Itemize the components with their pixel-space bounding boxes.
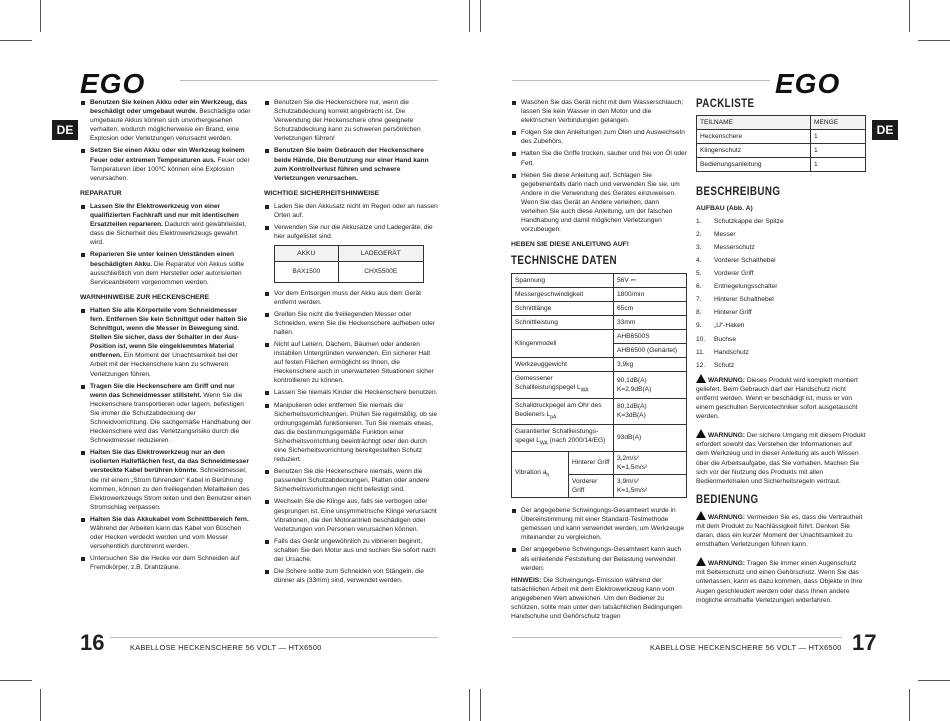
table-cell: [614, 474, 687, 497]
table-cell: [614, 287, 687, 301]
label-subscript: WA: [539, 440, 548, 447]
bullet-list: [264, 202, 440, 241]
page-number-right: 17: [852, 630, 877, 655]
section-heading-tech-data: TECHNISCHE DATEN: [511, 255, 618, 268]
list-item: [264, 310, 440, 337]
bullet-text: Verwenden Sie nur die Akkusätze und Ladegeräte, die hier aufgelistet sind.: [274, 224, 433, 241]
value-text: K=1,5m/s²: [617, 486, 648, 494]
list-item: [264, 146, 440, 182]
footer-rule: [110, 637, 438, 638]
value-text: 3,9m/s²: [617, 477, 639, 485]
bullet-list: [511, 506, 687, 573]
list-item: [264, 98, 440, 143]
part-name: „U“-Haken: [714, 322, 745, 330]
warning-paragraph: [696, 557, 866, 604]
list-item: [696, 348, 866, 357]
list-item: [696, 282, 866, 291]
table-row: [512, 287, 687, 301]
part-number: 11.: [696, 348, 705, 356]
part-number: 3.: [696, 243, 702, 251]
warning-block: [696, 374, 866, 486]
list-item: [264, 537, 440, 564]
column-1: [80, 98, 252, 576]
table-cell: [614, 398, 687, 425]
section-heading-reparatur: REPARATUR: [80, 189, 122, 197]
bullet-text: Benutzen Sie die Heckenschere nur, wenn die Schutzabdeckung korrekt angebracht ist. Die Verwendung der Heckenschere ohne geeignete Schutzabdeckung kann zu schweren persönlichen Verletzungen führen!: [274, 99, 421, 143]
list-item: [511, 149, 687, 167]
section-heading-bedienung: BEDIENUNG: [696, 493, 759, 506]
bullet-bold-text: Setzen Sie einen Akku oder ein Werkzeug keinem Feuer oder extremen Temperaturen aus.: [90, 147, 245, 164]
table-cell: [614, 451, 687, 474]
label-text: Garantierter Schallleistungs-spegel L: [515, 428, 599, 445]
bullet-text: Beschädigte oder umgebaute Akkus können sich unvorhergesehen verhalten, wodurch möglicherweise ein Brand, eine Explosion oder Verletzungen verursacht werden.: [90, 108, 251, 143]
table-cell: [512, 287, 614, 301]
bullet-text: Der angegebene Schwingungs-Gesamtwert wurde in Übereinstimmung mit einer Standard-Testmethode gemessen und kann verwendet werden, um Werkzeuge miteinander zu vergleichen.: [521, 507, 684, 542]
bullet-text: Lassen Sie niemals Kinder die Heckenschere benutzen.: [274, 389, 438, 397]
bullet-text: Greifen Sie nicht die freiliegenden Messer oder Schneiden, wenn Sie die Heckenschere aufheben oder halten.: [274, 310, 435, 336]
table-row: [697, 116, 866, 130]
part-name: Vorderer Griff: [714, 270, 754, 278]
value-text: 3,2m/s²: [617, 454, 639, 462]
bullet-text: Laden Sie den Akkusatz nicht im Regen oder an nassen Orten auf.: [274, 202, 438, 220]
part-number: 5.: [696, 270, 702, 278]
label-text: (nach 2000/14/EG): [547, 437, 606, 445]
warning-paragraph: [696, 374, 866, 421]
list-item: [264, 388, 440, 397]
part-number: 8.: [696, 309, 702, 317]
warning-text: Vermeiden Sie es, dass die Vertrautheit mit dem Produkt zu Nachlässigkeit führt. Denken Sie daran, dass ein kurzer Moment der Unachtsamkeit zu ernsthaften Verletzungen führen kann.: [696, 513, 863, 549]
warning-block: [696, 511, 866, 605]
column-3: [511, 98, 687, 624]
label-subscript: h: [546, 472, 550, 479]
list-item: [80, 515, 252, 551]
list-item: [511, 506, 687, 542]
bullet-bold-text: Halten Sie das Elektrowerkzeug nur an den isolierten Halteflächen fest, da das Schneidmesser versteckte Kabel berühren könnte.: [90, 449, 250, 475]
list-item: [696, 256, 866, 265]
list-item: [264, 223, 440, 241]
part-number: 7.: [696, 296, 702, 304]
warning-icon: [696, 557, 706, 566]
value-text: 90,1dB(A): [617, 376, 647, 384]
language-tab-left: DE: [52, 120, 78, 140]
warning-label: WARNUNG:: [708, 513, 745, 521]
table-cell: [614, 329, 687, 343]
table-cell: 1: [811, 144, 866, 158]
table-row: [512, 358, 687, 372]
bullet-text: Wenn Sie die Heckenschere transportieren oder lagern, befestigen Sie immer die Schutzabdeckung der Schneidvorrichtung. Die sachgemäße Handhabung der Heckenschere wird das Verletzungsrisiko durch die Schneidmesser reduzieren.: [90, 391, 251, 445]
warning-text: Dieses Produkt wird komplett montiert geliefert. Beim Gebrauch darf der Handschutz nicht entfernt werden. Wenn er beschädigt ist, muss er von einem geschulten Servicetechniker sofort ausgetauscht werden.: [696, 376, 858, 421]
table-cell: [512, 425, 614, 452]
value-text: 3,9kg: [617, 361, 634, 369]
bullet-text: Vor dem Entsorgen muss der Akku aus dem Gerät entfernt werden.: [274, 289, 421, 306]
part-name: Buchse: [714, 335, 736, 343]
bullet-text: Untersuchen Sie die Hecke vor dem Schneiden auf Fremdkörper, z.B. Drahtzäune.: [90, 555, 240, 572]
table-cell: Bedienungsanleitung: [697, 158, 811, 172]
value-text: 1800/min: [617, 290, 645, 298]
part-name: Schutz: [714, 361, 735, 369]
header-rule: [512, 80, 770, 81]
footer-title-right: KABELLOSE HECKENSCHERE 56 VOLT — HTX6500: [650, 643, 842, 652]
value-text: 93dB(A): [617, 434, 642, 442]
label-text: Spannung: [515, 276, 546, 284]
list-item: [80, 98, 252, 143]
warning-text: Der sichere Umgang mit diesem Produkt erfordert sowohl das Verstehen der Informationen auf dem Werkzeug und in dieser Anleitung als auch Wissen über die Arbeitsaufgabe, das Sie vorhaben. Machen Sie sich vor der Nutzung des Produkts mit allen Bedienmerkmalen und Sicherheitsregeln vertraut.: [696, 432, 866, 485]
bullet-text: Die Schere sollte zum Schneiden von Stängeln, die dünner als (33mm) sind, verwendet werden.: [274, 568, 424, 585]
grip-cell: Vorderer Griff: [569, 474, 614, 497]
value-text: 80,1dB(A): [617, 403, 647, 411]
part-name: Hinterer Griff: [714, 309, 752, 317]
label-text: Klingenmodell: [515, 339, 557, 347]
section-heading-packliste: PACKLISTE: [696, 98, 755, 110]
value-text: AHB6500S: [617, 332, 650, 340]
part-number: 2.: [696, 230, 702, 238]
table-row: [697, 130, 866, 144]
value-text: 33mm: [617, 318, 636, 326]
accessory-table: [274, 245, 424, 282]
list-item: [511, 171, 687, 235]
bullet-text: Während der Arbeiten kann das Kabel von Büschen oder Hecken verdeckt werden und vom Messer versehentlich durchtrennt werden.: [90, 525, 242, 551]
bullet-bold-text: Benutzen Sie keinen Akku oder ein Werkzeug, das beschädigt oder umgebaut wurde.: [90, 99, 248, 116]
crop-mark: [469, 0, 470, 32]
assembly-subheading: AUFBAU (Abb. A): [696, 204, 753, 212]
bullet-text: Feuer oder Temperaturen über 100℃ können eine Explosion verursachen.: [90, 156, 250, 182]
column-4: [696, 98, 866, 613]
hinweis-paragraph: HINWEIS: Die Schwingungs-Emission während der tatsächlichen Arbeit mit dem Elektrowerkzeug kann vom angegebenen Wert abweichen. Um den Bediener zu schützen, sollte man unter den tatsächlichen Bedingungen Handschuhe und Gehörschutz tragen: [511, 576, 682, 621]
table-cell: [512, 329, 614, 357]
table-cell: [512, 398, 614, 425]
warning-label: WARNUNG:: [708, 376, 745, 384]
crop-mark: [909, 689, 910, 721]
part-name: Hinterer Schalthebel: [714, 296, 774, 304]
table-cell: 1: [811, 130, 866, 144]
bullet-text: Wechseln Sie die Klinge aus, falls sie verbogen oder gesprungen ist. Eine unsymmetrische Klinge verursacht Vibrationen, die den Motorantrieb beschädigen oder Verletzungen von Personen verursachen können.: [274, 498, 437, 533]
label-text: Schnittleistung: [515, 318, 558, 326]
table-cell: [512, 372, 614, 399]
part-name: Messerschutz: [714, 243, 755, 251]
label-text: Messergeschwindigkeit: [515, 290, 584, 298]
part-number: 6.: [696, 283, 702, 291]
list-item: [511, 128, 687, 146]
bullet-list: [80, 306, 252, 573]
list-item: [511, 545, 687, 572]
list-item: [696, 230, 866, 239]
part-name: Messer: [714, 230, 736, 238]
bullet-text: Falls das Gerät ungewöhnlich zu vibrieren beginnt, schalten Sie den Motor aus und suchen Sie sofort nach der Ursache.: [274, 537, 436, 564]
table-row: [697, 144, 866, 158]
list-item: [264, 567, 440, 585]
crop-mark: [918, 40, 950, 41]
list-item: [264, 289, 440, 307]
table-cell: Heckenschere: [697, 130, 811, 144]
part-number: 1.: [696, 217, 702, 225]
crop-mark: [40, 689, 41, 721]
section-heading-beschreibung: BESCHREIBUNG: [696, 186, 781, 199]
section-heading-safety: WICHTIGE SICHERHEITSHINWEISE: [264, 189, 380, 197]
list-item: [264, 497, 440, 533]
table-cell: [512, 273, 614, 287]
warning-paragraph: [696, 429, 866, 486]
label-subscript: pA: [550, 414, 557, 421]
list-item: [80, 146, 252, 182]
bullet-text: Heben Sie diese Anleitung auf. Schlagen Sie gegebenenfalls darin nach und verwenden Sie sie, um Andere in die Verwendung des Gerätes einzuweisen. Wenn Sie das Gerät an Andere verleihen, dann verleihen Sie auch diese Anleitung, um der falschen Handhabung und damit möglichen Verletzungen vorzubeugen.: [521, 171, 680, 234]
table-cell: [614, 315, 687, 329]
value-text: K=1,5m/s²: [617, 463, 648, 471]
table-cell: 1: [811, 158, 866, 172]
list-item: [80, 250, 252, 286]
list-item: [264, 401, 440, 465]
crop-mark: [918, 680, 950, 681]
bullet-bold-text: Tragen Sie die Heckenschere am Griff und nur wenn das Schneidmesser stillsteht.: [90, 382, 235, 399]
list-item: [696, 269, 866, 278]
crop-mark: [0, 40, 32, 41]
table-header: TEILNAME: [697, 116, 811, 130]
warning-label: WARNUNG:: [708, 432, 745, 440]
list-item: [80, 448, 252, 512]
table-header: LADEGERÄT: [338, 246, 424, 262]
warning-icon: [696, 429, 706, 438]
list-item: [696, 361, 866, 370]
list-item: [696, 295, 866, 304]
bullet-list: [264, 289, 440, 586]
bullet-bold-text: Reparieren Sie unter keinen Umständen einen beschädigten Akku.: [90, 251, 235, 268]
part-name: Entriegelungsschalter: [714, 283, 778, 291]
bullet-text: Manipulieren oder entfernen Sie niemals die Sicherheitsvorrichtungen. Prüfen Sie regelmäßig, ob sie ordnungsgemäß funktionieren. Tun Sie niemals etwas, das die bestimmungsgemäße Funktion einer Sicherheitsvorrichtung beeinträchtigt oder den durch eine Sicherheitsvorrichtung bereitgestellten Schutz reduziert.: [274, 401, 438, 464]
table-cell: Klingenschutz: [697, 144, 811, 158]
bullet-text: Benutzen Sie die Heckenschere niemals, wenn die passenden Schutzabdeckungen, Platten oder andere Sicherheitsvorrichtungen nicht befestigt sind.: [274, 468, 430, 494]
bullet-list: [264, 98, 440, 183]
table-row: [512, 301, 687, 315]
warning-icon: [696, 374, 706, 383]
value-text: 65cm: [617, 304, 634, 312]
part-number: 10.: [696, 335, 706, 343]
crop-mark: [480, 0, 481, 32]
bullet-bold-text: Halten Sie das Akkukabel vom Schnittbereich fern.: [90, 515, 249, 523]
table-row: [697, 158, 866, 172]
pack-list-table: [696, 115, 866, 172]
crop-mark: [0, 680, 32, 681]
bullet-text: Die Reparatur von Akkus sollte ausschließlich von dem Hersteller oder autorisierten Serviceanbietern vorgenommen werden.: [90, 260, 245, 286]
warning-icon: [696, 511, 706, 520]
table-cell: [614, 358, 687, 372]
value-text: K=3dB(A): [617, 412, 646, 420]
part-number: 12.: [696, 361, 706, 369]
keep-manual-note: HEBEN SIE DIESE ANLEITUNG AUF!: [511, 241, 630, 249]
bullet-text: Halten Sie die Griffe trocken, sauber und frei von Öl oder Fett.: [521, 150, 687, 167]
part-name: Handschutz: [714, 348, 749, 356]
crop-mark: [909, 0, 910, 32]
bullet-list: [511, 98, 687, 234]
label-text: Vibration a: [515, 469, 547, 477]
list-item: [80, 202, 252, 247]
crop-mark: [469, 689, 470, 721]
parts-list: [696, 217, 866, 370]
label-text: Gemessener Schallleistungspegel L: [515, 375, 581, 392]
bullet-text: Dadurch wird gewährleistet, dass die Sicherheit des Elektrowerkzeugs gewahrt wird.: [90, 221, 247, 247]
list-item: [696, 243, 866, 252]
table-cell: AHB6500 (Gehärtet): [614, 343, 687, 357]
list-item: [264, 202, 440, 220]
warning-paragraph: [696, 511, 866, 549]
table-cell: [512, 315, 614, 329]
bullet-bold-text: Lassen Sie Ihr Elektrowerkzeug von einer qualifizierten Fachkraft und nur mit identischen Ersatzteilen reparieren.: [90, 202, 239, 229]
list-item: [264, 340, 440, 385]
table-cell: CHX5500E: [338, 262, 424, 282]
footer-title-left: KABELLOSE HECKENSCHERE 56 VOLT — HTX6500: [130, 643, 322, 652]
bullet-text: Ein Moment der Unachtsamkeit bei der Arbeit mit der Heckenschere kann zu schweren Verletzungen führen.: [90, 352, 238, 378]
table-cell: [512, 301, 614, 315]
list-item: [80, 382, 252, 446]
table-row: [512, 372, 687, 399]
bullet-list: [80, 202, 252, 287]
section-heading-warnhinweise: WARNHINWEISE ZUR HECKENSCHERE: [80, 293, 210, 301]
column-2: [264, 98, 440, 588]
crop-mark: [40, 0, 41, 32]
list-item: [511, 98, 687, 125]
table-row: [512, 315, 687, 329]
value-text: K=2,9dB(A): [617, 385, 652, 393]
bullet-text: Waschen Sie das Gerät nicht mit dem Wasserschlauch; lassen Sie kein Wasser in den Motor und die elektrischen Verbindungen gelangen.: [521, 99, 684, 125]
table-header: AKKU: [275, 246, 339, 262]
label-subscript: WA: [580, 387, 589, 394]
table-row: [512, 425, 687, 452]
table-cell: [512, 358, 614, 372]
bullet-bold-text: Halten Sie alle Körperteile vom Schneidmesser fern. Entfernen Sie kein Schnittgut oder halten Sie Schnittgut, wenn die Messer in Bewegung sind. Stellen Sie sicher, dass der Schalter in der Aus-Position ist, wenn Sie eingeklemmtes Material entfernen.: [90, 306, 248, 360]
tech-data-table: [511, 273, 687, 499]
footer-rule: [512, 637, 842, 638]
value-text: 56V ⎓: [617, 276, 636, 284]
bullet-text: Der angegebene Schwingungs-Gesamtwert kann auch als einleitende Feststellung der Belastung verwendet werden.: [521, 546, 682, 572]
list-item: [264, 467, 440, 494]
table-row: [512, 451, 687, 474]
bullet-list: [80, 98, 252, 183]
table-cell: BAX1500: [275, 262, 339, 282]
table-cell: [614, 425, 687, 452]
ego-logo-right: EGO: [775, 68, 841, 99]
part-number: 9.: [696, 322, 702, 330]
bullet-bold-text: Benutzen Sie beim Gebrauch der Heckenschere beide Hände. Die Benutzung nur einer Hand kann zum Kontrollverlust führen und schwere Verletzungen verursachen.: [274, 147, 429, 182]
table-cell: [614, 372, 687, 399]
part-number: 4.: [696, 256, 702, 264]
list-item: [80, 306, 252, 379]
list-item: [696, 335, 866, 344]
table-row: [512, 329, 687, 343]
table-cell: [512, 451, 569, 497]
warning-text: Tragen Sie immer einen Augenschutz mit Seitenschutz und einen Gehörschutz. Wenn Sie das unterlassen, kann es dazu kommen, dass Objekte in Ihre Augen geschleudert werden oder dass Ihnen andere mögliche ernsthafte Verletzungen widerfahren.: [696, 560, 863, 604]
list-item: [80, 554, 252, 572]
table-header: MENGE: [811, 116, 866, 130]
header-rule: [180, 80, 438, 81]
crop-mark: [480, 689, 481, 721]
list-item: [696, 321, 866, 330]
language-tab-right: DE: [872, 120, 898, 140]
part-name: Schutzkappe der Spitze: [714, 217, 784, 225]
bullet-text: Schneidmesser, die mit einem „Strom führenden“ Kabel in Berührung kommen, können zu den freiliegenden Metallteilen des Elektrowerkzeugs Strom leiten und den Benutzer einen Stromschlag verpassen.: [90, 467, 251, 511]
part-name: Vorderer Schalthebel: [714, 256, 776, 264]
table-cell: [614, 301, 687, 315]
label-text: Werkzeuggewicht: [515, 361, 567, 369]
table-row: [512, 398, 687, 425]
bullet-text: Nicht auf Leitern, Dächern, Bäumen oder anderen instabilen Untergründen verwenden. Ein sicherer Halt auf festen Flächen ermöglicht es Ihnen, die Heckenschere auch in unerwarteten Situationen sicher kontrollieren zu können.: [274, 340, 434, 385]
table-cell: [614, 273, 687, 287]
warning-label: WARNUNG:: [708, 560, 745, 568]
label-text: Schalldruckpegel am Ohr des Bedieners L: [515, 401, 602, 418]
ego-logo-left: EGO: [80, 68, 146, 99]
bullet-text: Folgen Sie den Anleitungen zum Ölen und Auswechseln des Zubehörs.: [521, 129, 685, 146]
page-number-left: 16: [80, 630, 105, 655]
list-item: [696, 217, 866, 226]
table-row: [512, 273, 687, 287]
grip-cell: Hinterer Griff: [569, 451, 614, 474]
label-text: Schnittlänge: [515, 304, 552, 312]
list-item: [696, 308, 866, 317]
